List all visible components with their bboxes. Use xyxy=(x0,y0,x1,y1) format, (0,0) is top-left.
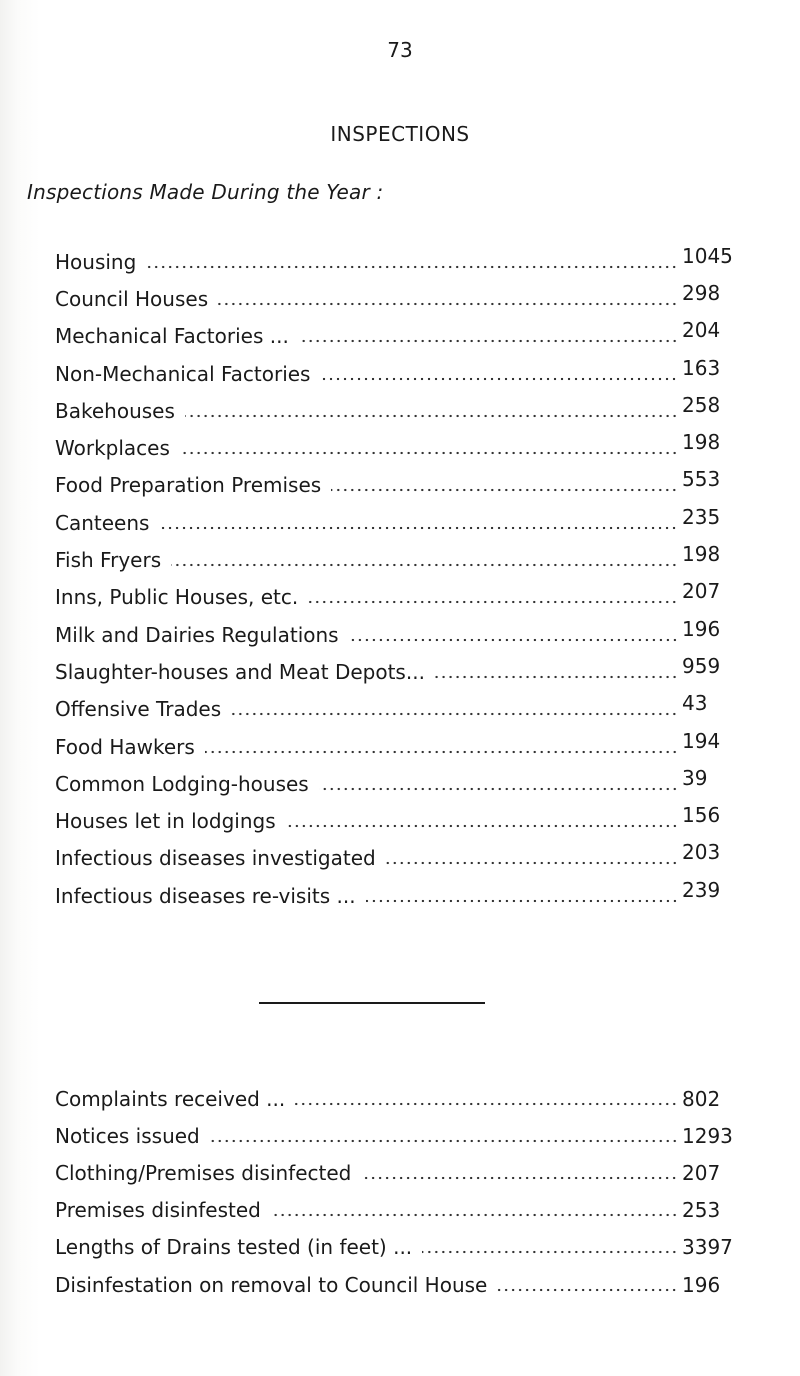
page-number: 73 xyxy=(387,38,413,62)
dot-leader xyxy=(205,750,678,754)
dot-leader xyxy=(159,526,678,530)
item-value: 235 xyxy=(682,504,721,529)
list-item xyxy=(55,504,730,541)
item-label: Milk and Dairies Regulations xyxy=(55,622,339,647)
item-value: 43 xyxy=(682,691,708,716)
item-value: 203 xyxy=(682,840,721,865)
item-value: 239 xyxy=(682,877,721,902)
dot-leader xyxy=(295,1102,678,1106)
item-label: Infectious diseases investigated xyxy=(55,846,376,871)
item-value: 1045 xyxy=(682,243,733,268)
list-item xyxy=(55,280,730,317)
dot-leader xyxy=(320,377,678,381)
item-label: Offensive Trades xyxy=(55,697,222,722)
item-value: 156 xyxy=(682,803,721,828)
dot-leader xyxy=(308,600,678,604)
list-item xyxy=(55,541,730,578)
item-label: Inns, Public Houses, etc. xyxy=(55,585,299,610)
item-label: Non-Mechanical Factories xyxy=(55,361,311,386)
item-label: Council Houses xyxy=(55,286,209,311)
section-divider xyxy=(259,1002,485,1004)
dot-leader xyxy=(271,1213,678,1217)
list-item xyxy=(55,691,730,728)
section-heading: INSPECTIONS xyxy=(330,122,470,146)
item-label: Disinfestation on removal to Council House xyxy=(55,1272,488,1297)
inspections-list xyxy=(55,243,733,914)
dot-leader xyxy=(386,861,678,865)
item-label: Canteens xyxy=(55,510,150,535)
dot-leader xyxy=(185,414,678,418)
dot-leader xyxy=(231,712,678,716)
item-label: Common Lodging-houses xyxy=(55,771,309,796)
item-label: Infectious diseases re-visits ... xyxy=(55,883,356,908)
item-label: Housing xyxy=(55,249,137,274)
item-value: 298 xyxy=(682,280,721,305)
list-item xyxy=(55,243,733,280)
dot-leader xyxy=(422,1250,678,1254)
list-item xyxy=(55,1192,730,1229)
item-value: 207 xyxy=(682,1160,721,1185)
item-value: 253 xyxy=(682,1198,721,1223)
item-value: 802 xyxy=(682,1086,721,1111)
item-label: Lengths of Drains tested (in feet) ... xyxy=(55,1235,413,1260)
item-label: Premises disinfested xyxy=(55,1198,261,1223)
item-label: Fish Fryers xyxy=(55,548,162,573)
dot-leader xyxy=(361,1176,678,1180)
item-value: 196 xyxy=(682,1272,721,1297)
list-item xyxy=(55,1117,733,1154)
list-item xyxy=(55,318,730,355)
item-value: 163 xyxy=(682,355,721,380)
dot-leader xyxy=(299,339,678,343)
dot-leader xyxy=(319,787,678,791)
item-value: 196 xyxy=(682,616,721,641)
item-label: Notices issued xyxy=(55,1123,200,1148)
list-item xyxy=(55,877,730,914)
item-value: 39 xyxy=(682,765,708,790)
item-label: Houses let in lodgings xyxy=(55,809,276,834)
dot-leader xyxy=(180,451,678,455)
item-label: Food Preparation Premises xyxy=(55,473,322,498)
list-item xyxy=(55,429,730,466)
list-item xyxy=(55,392,730,429)
list-item xyxy=(55,1229,733,1266)
item-value: 1293 xyxy=(682,1123,733,1148)
dot-leader xyxy=(349,638,678,642)
list-item xyxy=(55,728,730,765)
item-value: 204 xyxy=(682,318,721,343)
list-item xyxy=(55,616,730,653)
item-label: Mechanical Factories ... xyxy=(55,324,289,349)
item-label: Slaughter-houses and Meat Depots... xyxy=(55,659,425,684)
item-value: 207 xyxy=(682,579,721,604)
list-item xyxy=(55,355,730,392)
dot-leader xyxy=(218,302,678,306)
item-value: 198 xyxy=(682,542,721,567)
item-label: Complaints received ... xyxy=(55,1086,286,1111)
dot-leader xyxy=(366,899,678,903)
list-item xyxy=(55,802,730,839)
item-label: Workplaces xyxy=(55,436,170,461)
item-value: 198 xyxy=(682,430,721,455)
list-item xyxy=(55,1080,730,1117)
dot-leader xyxy=(171,563,678,567)
item-value: 258 xyxy=(682,392,721,417)
item-label: Bakehouses xyxy=(55,398,175,423)
list-item xyxy=(55,1154,730,1191)
list-item xyxy=(55,579,730,616)
dot-leader xyxy=(210,1139,678,1143)
item-value: 553 xyxy=(682,467,721,492)
item-value: 194 xyxy=(682,728,721,753)
list-item xyxy=(55,840,730,877)
dot-leader xyxy=(331,488,678,492)
section-subheading: Inspections Made During the Year : xyxy=(27,180,384,204)
other-work-list xyxy=(55,1080,733,1303)
list-item xyxy=(55,653,730,690)
list-item xyxy=(55,1266,730,1303)
item-label: Clothing/Premises disinfected xyxy=(55,1160,352,1185)
item-value: 959 xyxy=(682,653,721,678)
dot-leader xyxy=(146,265,678,269)
list-item xyxy=(55,467,730,504)
item-label: Food Hawkers xyxy=(55,734,195,759)
dot-leader xyxy=(435,675,678,679)
dot-leader xyxy=(497,1288,678,1292)
dot-leader xyxy=(286,824,678,828)
item-value: 3397 xyxy=(682,1235,733,1260)
list-item xyxy=(55,765,730,802)
